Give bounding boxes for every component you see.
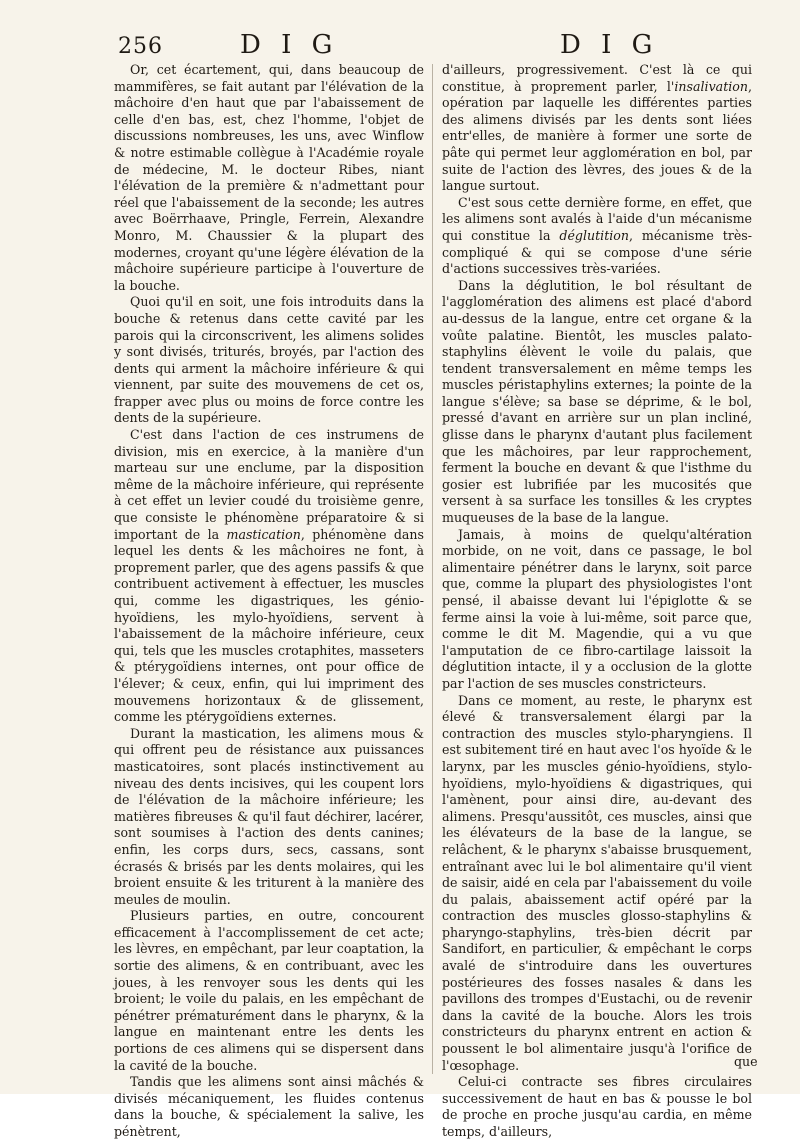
catchword: que — [734, 1054, 758, 1069]
paragraph-insalivation — [442, 62, 752, 195]
paragraph-mastication — [114, 427, 424, 726]
right-text-column — [442, 62, 752, 1141]
paragraph: Plusieurs parties, en outre, concourent efficacement à l'accomplissement de cet acte; les lèvres, en empêchant, par leur coaptation, la sortie des alimens, & en contribuant, avec les joues, à les renvoyer sous les dents qui les broient; le voile du palais, en les empêchant de pénétrer prématurément dans le pharynx, & la langue en maintenant entre les dents les portions de ces alimens qui se dispersent dans la cavité de la bouche. — [114, 908, 424, 1073]
page-header — [0, 26, 800, 66]
paragraph-text: d'ailleurs, progressivement. C'est là ce qui constitue, à proprement parler, l' — [442, 62, 752, 94]
paragraph-text: , phénomène dans lequel les dents & les mâchoires ne font, à proprement parler, que des agens passifs & que contribuent activement à effectuer, les muscles qui, comme les digastriques, les génio-hyoïdiens, les mylo-hyoïdiens, servent à l'abaissement de la mâchoire inférieure, ceux qui, tels que les muscles crotaphites, masseters & ptérygoïdiens internes, ont pour office de l'élever; & ceux, enfin, qui lui impriment des mouvemens horizontaux & de glissement, comme les ptérygoïdiens externes. — [114, 526, 424, 725]
paragraph-text: C'est sous cette dernière forme, en effet, que les alimens sont avalés à l'aide d'un mécanisme qui constitue la — [442, 194, 752, 243]
paragraph: Dans ce moment, au reste, le pharynx est élevé & transversalement élargi par la contraction des muscles stylo-pharyngiens. Il est subitement tiré en haut avec l'os hyoïde & le larynx, par les muscles génio-hyoïdiens, stylo-hyoïdiens, mylo-hyoïdiens & digastriques, qui l'amènent, pour ainsi dire, au-devant des alimens. Presqu'aussitôt, ces muscles, ainsi que les élévateurs de la base de la langue, se relâchent, & le pharynx s'abaisse brusquement, entraînant avec lui le bol alimentaire qu'il vient de saisir, aidé en cela par l'abaissement du voile du palais, abaissement actif opéré par la contraction des muscles glosso-staphylins & pharyngo-staphylins, très-bien décrit par Sandifort, en particulier, & empêchant le corps avalé de s'introduire dans les ouvertures postérieures des fosses nasales & dans les pavillons des trompes d'Eustachi, ou de revenir dans la cavité de la bouche. Alors les trois constricteurs du pharynx entrent en action & poussent le bol alimentaire jusqu'à l'orifice de l'œsophage. — [442, 692, 752, 1073]
column-divider — [432, 64, 433, 1074]
term-insalivation: insalivation — [674, 78, 748, 94]
paragraph: Or, cet écartement, qui, dans beaucoup de mammifères, se fait autant par l'élévation de la mâchoire d'en haut que par l'abaissement de celle d'en bas, est, chez l'homme, l'objet de discussions nombreuses, les uns, avec Winflow & notre estimable collègue à l'Académie royale de médecine, M. le docteur Ribes, niant l'élévation de la première & n'admettant pour réel que l'abaissement de la seconde; les autres avec Boërrhaave, Pringle, Ferrein, Alexandre Monro, M. Chaussier & la plupart des modernes, croyant qu'une légère élévation de la mâchoire supérieure participe à l'ouverture de la bouche. — [114, 62, 424, 293]
paragraph-text: , mécanisme très-compliqué & qui se compose d'une série d'actions successives très-variées. — [442, 227, 753, 277]
paragraph: Durant la mastication, les alimens mous & qui offrent peu de résistance aux puissances masticatoires, sont placés instinctivement au niveau des dents incisives, qui les coupent lors de l'élévation de la mâchoire inférieure; les matières fibreuses & qu'il faut déchirer, lacérer, sont soumises à l'action des dents canines; enfin, les corps durs, secs, cassans, sont écrasés & brisés par les dents molaires, qui les broient ensuite & les triturent à la manière des meules de moulin. — [114, 725, 424, 907]
paragraph: Tandis que les alimens sont ainsi mâchés & divisés mécaniquement, les fluides contenus dans la bouche, & spécialement la salive, les pénètrent, — [114, 1074, 424, 1139]
paragraph-text: C'est dans l'action de ces instrumens de division, mis en exercice, à la manière d'un marteau sur une enclume, par la disposition même de la mâchoire inférieure, qui représente à cet effet un levier coudé du troisième genre, que consiste le phénomène préparatoire & si important de la — [114, 427, 424, 542]
left-text-column — [114, 62, 424, 1141]
page-number: 256 — [118, 34, 163, 59]
term-mastication: mastication — [226, 526, 301, 542]
running-head-left: D I G — [240, 30, 339, 60]
running-head-right: D I G — [560, 30, 659, 60]
paragraph: Dans la déglutition, le bol résultant de l'agglomération des alimens est placé d'abord au-dessus de la langue, entre cet organe & la voûte palatine. Bientôt, les muscles palato-staphylins élèvent le voile du palais, que tendent transversalement en même temps les muscles péristaphylins externes; la pointe de la langue s'élève; sa base se déprime, & le bol, pressé d'avant en arrière sur un plan incliné, glisse dans le pharynx d'autant plus facilement que les mâchoires, par leur rapprochement, ferment la bouche en devant & que l'isthme du gosier est lubrifiée par les mucosités que versent à sa surface les tonsilles & les cryptes muqueuses de la base de la langue. — [442, 277, 752, 526]
paragraph-deglutition — [442, 195, 752, 278]
paragraph-text: , opération par laquelle les différentes parties des alimens divisés par les dents sont liées entr'elles, de manière à former une sorte de pâte qui permet leur agglomération en bol, par suite de l'action des lèvres, des joues & de la langue surtout. — [442, 78, 752, 194]
paragraph: Celui-ci contracte ses fibres circulaires successivement de haut en bas & pousse le bol de proche en proche jusqu'au cardia, en même temps, d'ailleurs, — [442, 1074, 752, 1139]
paragraph: Jamais, à moins de quelqu'altération morbide, on ne voit, dans ce passage, le bol alimentaire pénétrer dans le larynx, soit parce que, comme la plupart des physiologistes l'ont pensé, il abaisse devant lui l'épiglotte & se ferme ainsi la voie à lui-même, soit parce que, comme le dit M. Magendie, qui a vu que l'amputation de ce fibro-cartilage laissoit la déglutition intacte, il y a occlusion de la glotte par l'action de ses muscles constricteurs. — [442, 526, 752, 691]
paragraph: Quoi qu'il en soit, une fois introduits dans la bouche & retenus dans cette cavité par les parois qui la circonscrivent, les alimens solides y sont divisés, triturés, broyés, par l'action des dents qui arment la mâchoire inférieure & qui viennent, par suite des mouvemens de cet os, frapper avec plus ou moins de force contre les dents de la supérieure. — [114, 294, 424, 426]
term-deglutition: déglutition — [559, 227, 629, 243]
